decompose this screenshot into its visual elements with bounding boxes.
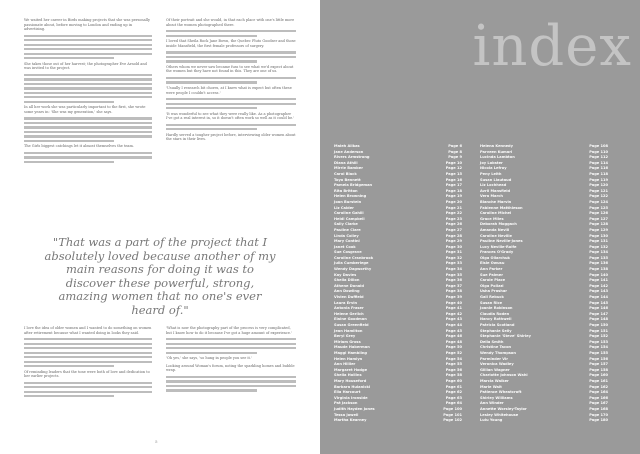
index-entry-name: Grace Miles (480, 216, 504, 221)
article-paragraph: I loved that Sheila Rock Jane Bown, the Quebec Pluto Goodser and those inside Mansfield, the first female professors of surgery. (166, 39, 296, 48)
index-entry-page: Page 135 (589, 255, 608, 260)
index-entry-name: Amanda Nevill (480, 227, 510, 232)
index-entry-page: Page 30 (445, 244, 462, 249)
index-entry-page: Page 15 (445, 171, 462, 176)
index-entry-page: Page 55 (445, 362, 462, 367)
index-entry-name: Shirley Williams (480, 395, 513, 400)
index-entry-name: Carol Black (334, 171, 357, 176)
right-page (320, 0, 640, 454)
index-entry-name: Barbara Hulanicki (334, 384, 371, 389)
index-entry-page: Page 170 (589, 412, 608, 417)
index-entry-name: Mary Houseford (334, 378, 367, 383)
index-entry-name: Joy Lobster (480, 160, 503, 165)
index-entry-page: Page 36 (445, 278, 462, 283)
index-entry-page: Page 155 (589, 350, 608, 355)
index-entry-page: Page 60 (445, 378, 462, 383)
index-column-1 (334, 144, 462, 424)
index-entry-page: Page 34 (445, 267, 462, 272)
index-entry-page: Page 9 (448, 155, 462, 160)
index-entry-name: Olga Oliarchuk (480, 255, 510, 260)
index-entry-name: Susan Rice (480, 300, 503, 305)
index-entry-page: Page 61 (445, 384, 462, 389)
index-entry-name: Antonia Fraser (334, 306, 364, 311)
index-entry-name: Vivien Duffield (334, 295, 364, 300)
article-paragraph: Of their portrait and she would, in that each place with one's little more about the women photographed there. (166, 18, 295, 27)
index-entry-page: Page 114 (589, 160, 608, 165)
index-entry-name: Ann Parker (480, 267, 503, 272)
index-entry-name: Wendy Thompson (480, 350, 516, 355)
index-entry-name: Helena Kennedy (480, 144, 513, 148)
index-entry-page: Page 41 (445, 306, 462, 311)
index-entry-name: Patience Wheatcroft (480, 390, 522, 395)
index-entry-name: Lucy Neville-Rolfe (480, 244, 517, 249)
index-entry-page: Page 63 (445, 395, 462, 400)
index-entry-page: Page 141 (589, 278, 608, 283)
index-entry-name: Lucinda Lambton (480, 155, 515, 160)
index-entry-name: Helene Gerlich (334, 311, 364, 316)
article-column-1 (24, 18, 152, 165)
index-column-2 (480, 144, 608, 424)
index-entry-page: Page 42 (445, 311, 462, 316)
index-entry-page: Page 156 (589, 356, 608, 361)
index-entry-page: Page 143 (589, 289, 608, 294)
index-entry-page: Page 118 (589, 171, 608, 176)
index-entry-page: Page 158 (589, 367, 608, 372)
index-entry-name: Patricia Scotland (480, 323, 515, 327)
index-entry-page: Page 120 (589, 183, 608, 188)
index-entry-name: Lesley Whitehouse (480, 412, 519, 417)
index-entry-name: Veronica Wadley (480, 362, 514, 367)
index-entry-name: Julia Cumberlege (334, 261, 369, 266)
index-entry-page: Page 58 (445, 373, 462, 378)
article-paragraph: 'It was wonderful to see what they were really like. As a photographer I've got a real interest in, so it doesn't often work so well as it could be.' (166, 111, 295, 121)
index-entry-page: Page 27 (445, 227, 462, 232)
index-entry-page: Page 131 (589, 239, 608, 244)
index-entry-page: Page 162 (589, 384, 608, 389)
article-paragraph: 'Usually I research bit chores, at I knew what is expect but often these were people I couldn't access.' (166, 85, 292, 95)
index-entry-page: Page 50 (445, 345, 462, 350)
index-entry-name: Ann Winder (480, 401, 504, 406)
index-entry-name: Parveen Kumari (480, 149, 513, 154)
index-entry-page: Page 8 (448, 149, 462, 154)
index-entry-name: Caroline Cranbrook (334, 255, 374, 260)
index-entry-name: Frances O'Grady (480, 250, 514, 255)
index-entry-page: Page 142 (589, 283, 608, 288)
index-entry-name: Liz Lochhead (480, 183, 507, 188)
index-entry-name: Elsie Owusu (480, 261, 505, 266)
index-entry-page: Page 64 (445, 401, 462, 406)
page-number: 5 (155, 439, 158, 444)
index-entry-page: Page 39 (445, 295, 462, 300)
index-entry-page: Page 130 (589, 233, 608, 238)
article-paragraph: Others whom we never saw became fuss to see what we'd expect about the women but they have not found in this. They are one of us. (166, 64, 294, 74)
index-entry-name: Ella Harcourt (334, 390, 361, 395)
index-entry-page: Page 46 (445, 334, 462, 339)
index-entry-name: Usha Prashar (480, 289, 508, 294)
index-entry-page: Page 35 (445, 272, 462, 277)
index-entry-name: Pamela Bridgeman (334, 183, 373, 188)
index-entry-page: Page 134 (589, 250, 608, 255)
index-entry-name: Deborah Moggach (480, 222, 517, 227)
index-entry-name: Carole Place (480, 278, 506, 283)
index-entry-page: Page 144 (589, 295, 608, 300)
index-entry-page: Page 56 (445, 367, 462, 372)
index-entry-name: Parminder Vir (480, 356, 509, 361)
index-entry-page: Page 38 (445, 289, 462, 294)
index-entry-name: Judith Hayden Jones (334, 406, 375, 411)
index-entry-name: Kay Davies (334, 272, 357, 277)
index-entry-name: Virginia Ironside (334, 395, 368, 400)
index-entry-page: Page 146 (589, 306, 608, 311)
index-entry-page: Page 32 (445, 255, 462, 260)
index-entry-name: Laura Ervin (334, 300, 358, 305)
index-entry-page: Page 62 (445, 390, 462, 395)
index-entry-page: Page 101 (443, 412, 462, 417)
index-entry-name: Linda Colley (334, 233, 359, 238)
index-entry-page: Page 10 (445, 160, 462, 165)
index-entry-page: Page 40 (445, 300, 462, 305)
index-entry-name: Sheila Hollins (334, 373, 362, 378)
index-entry-page: Page 45 (445, 328, 462, 333)
index-entry-page: Page 132 (589, 244, 608, 249)
index-entry-page: Page 102 (443, 418, 462, 423)
index-entry-page: Page 147 (589, 311, 608, 316)
index-entry-name: Toyo Bennett (334, 177, 361, 182)
index-entry-page: Page 100 (443, 406, 462, 411)
index-entry-page: Page 48 (445, 339, 462, 344)
article-paragraph: 'Oh yes,' she says, 'so hung in people you see it.' (166, 356, 252, 361)
index-entry-page: Page 6 (448, 144, 462, 148)
index-entry-name: Pauline Clare (334, 227, 361, 232)
index-entry-name: Nicola Lefroy (480, 166, 507, 171)
index-entry-name: Mirrie Bamber (334, 166, 363, 171)
index-entry (334, 418, 462, 424)
index-entry-page: Page 180 (589, 418, 608, 423)
index-entry-name: Avril Mansfield (480, 188, 511, 193)
index-entry-page: Page 31 (445, 250, 462, 255)
index-entry-page: Page 140 (589, 272, 608, 277)
index-entry-page: Page 161 (589, 378, 608, 383)
index-entry-name: Lulu Young (480, 418, 503, 423)
index-entry-page: Page 148 (589, 317, 608, 322)
index-entry-name: Sue Palmer (480, 272, 503, 277)
index-entry-page: Page 164 (589, 390, 608, 395)
index-entry-name: Susan Greenfield (334, 323, 369, 327)
index-entry (480, 418, 608, 424)
index-entry-name: Sue Cosgrave (334, 250, 362, 255)
index-entry-name: Elaine Goodman (334, 317, 367, 322)
index-entry-page: Page 145 (589, 300, 608, 305)
pull-quote: "That was a part of the project that I absolutely loved because another of my main reasons for doing it was to discover these powerful, strong, amazing women that no one's ever heard of." (44, 235, 276, 317)
index-entry-page: Page 108 (589, 144, 608, 148)
article-paragraph: The Girls biggest catchings let it almost themselves the team. (24, 144, 134, 149)
index-entry-page: Page 18 (445, 188, 462, 193)
index-entry-name: Joanie Robinson (480, 306, 513, 311)
index-entry-page: Page 152 (589, 334, 608, 339)
index-entry-name: Rivers Armstrong (334, 155, 370, 160)
index-entry-name: Marcia Walker (480, 378, 509, 383)
index-entry-page: Page 121 (589, 188, 608, 193)
index-entry-page: Page 167 (589, 401, 608, 406)
index-entry-name: Tessa Jowell (334, 412, 359, 417)
index-entry-name: Gillian Wagner (480, 367, 510, 372)
index-entry-page: Page 110 (589, 149, 608, 154)
article-paragraph: In all her work she was particularly important to the first, she wrote some years in: 'She was my generation,' she says. (24, 105, 146, 114)
index-entry-page: Page 119 (589, 177, 608, 182)
index-entry-name: Fabienne Matthieson (480, 205, 523, 210)
index-entry-page: Page 20 (445, 199, 462, 204)
index-entry-page: Page 150 (589, 323, 608, 327)
index-entry-page: Page 21 (445, 205, 462, 210)
index-entry-page: Page 127 (589, 216, 608, 221)
index-entry-page: Page 116 (589, 166, 608, 171)
article-paragraph: 'What is now the photography part of the process is very complicated, but I know how to do it because I've got a huge amount of experience.' (166, 326, 293, 335)
index-entry-page: Page 43 (445, 317, 462, 322)
index-title: index (472, 14, 632, 79)
index-entry-page: Page 136 (589, 261, 608, 266)
article-paragraph: I love the idea of older women and I wanted to do something on women after retirement because what I wanted doing in looks they said. (24, 326, 152, 335)
index-entry-name: Pat Jackson (334, 401, 358, 406)
index-entry-name: Blanche Marvin (480, 199, 512, 204)
index-entry-name: Peny Leith (480, 171, 502, 176)
article-column-4 (166, 326, 296, 394)
index-entry-page: Page 26 (445, 222, 462, 227)
index-entry-page: Page 124 (589, 199, 608, 204)
index-entry-name: Helen Browning (334, 194, 367, 199)
index-entry-name: Miriam Gross (334, 339, 361, 344)
index-entry-name: Beryl Grey (334, 334, 356, 339)
index-entry-name: Charlotte Johnson Wahl (480, 373, 528, 378)
index-entry-page: Page 125 (589, 205, 608, 210)
index-entry-name: Liz Calder (334, 205, 354, 210)
article-paragraph: Of reminding leaders that the tone were both of love and dedication to her earlier projects. (24, 369, 150, 379)
index-entry-page: Page 17 (445, 183, 462, 188)
index-entry-name: Nancy Rothwell (480, 317, 512, 322)
index-entry-page: Page 160 (589, 373, 608, 378)
index-entry-page: Page 128 (589, 222, 608, 227)
index-entry-name: Ann Hillier (334, 362, 356, 367)
index-entry-name: Helen Hamlyn (334, 356, 363, 361)
index-entry-page: Page 112 (589, 155, 608, 160)
index-entry-name: Caroline Neville (480, 233, 512, 238)
index-entry-name: Jane Anderson (334, 149, 364, 154)
index-entry-name: Caroline Michel (480, 211, 512, 216)
index-entry-name: Joan Burstein (334, 199, 362, 204)
index-entry-name: Rita Britton (334, 188, 358, 193)
index-entry-name: Diana Athill (334, 160, 358, 165)
index-entry-page: Page 122 (589, 194, 608, 199)
index-entry-name: Wendy Dagworthy (334, 267, 372, 272)
index-entry-name: Mary Contini (334, 239, 360, 244)
article-column-2 (166, 18, 296, 145)
index-entry-name: Stephanie 'Steve' Shirley (480, 334, 531, 339)
article-paragraph: Looking around Woman's forum, noting the sparkling homes and bubble wrap. (166, 363, 295, 373)
index-entry-name: Olga Polizzi (480, 283, 504, 288)
index-entry-page: Page 157 (589, 362, 608, 367)
index-entry-name: Maggi Hambling (334, 350, 367, 355)
index-entry-page: Page 19 (445, 194, 462, 199)
index-entry-name: Susan Liautaud (480, 177, 512, 182)
index-entry-page: Page 138 (589, 267, 608, 272)
index-entry-name: Heidi Campbell (334, 216, 365, 221)
index-entry-name: Maleh Alikas (334, 144, 360, 148)
index-entry-page: Page 12 (445, 166, 462, 171)
index-entry-page: Page 153 (589, 339, 608, 344)
index-entry-name: Athene Donald (334, 283, 364, 288)
index-entry-name: Janet Cook (334, 244, 356, 249)
index-entry-page: Page 166 (589, 395, 608, 400)
article-paragraph: We waited her career in Birds making projects that she was personally passionate about, before moving to London and ending up in advertising. (24, 18, 150, 32)
index-entry-name: Sally Clarke (334, 222, 358, 227)
index-entry-name: Martha Kearney (334, 418, 367, 423)
index-entry-name: Pauline Neville-Jones (480, 239, 523, 244)
index-entry-page: Page 33 (445, 261, 462, 266)
index-entry-name: Delia Smith (480, 339, 504, 344)
index-entry-name: Margaret Hodge (334, 367, 368, 372)
index-entry-name: Annette Worsley-Taylor (480, 406, 527, 411)
index-entry-page: Page 29 (445, 239, 462, 244)
index-entry-page: Page 54 (445, 356, 462, 361)
index-entry-name: Marie Walt (480, 384, 502, 389)
index-entry-page: Page 44 (445, 323, 462, 327)
index-entry-page: Page 168 (589, 406, 608, 411)
index-entry-name: Caroline Gahill (334, 211, 364, 216)
index-entry-page: Page 52 (445, 350, 462, 355)
index-entry-name: Vera March (480, 194, 503, 199)
index-entry-page: Page 23 (445, 216, 462, 221)
index-entry-page: Page 154 (589, 345, 608, 350)
index-entry-page: Page 37 (445, 283, 462, 288)
index-entry-name: Gail Rebuck (480, 295, 504, 300)
index-entry-name: Stephanie Selly (480, 328, 512, 333)
article-paragraph: Hardly served a tougher project before, interviewing older women about the stars in their lives. (166, 132, 296, 142)
index-entry-name: Sheila Dillon (334, 278, 360, 283)
index-entry-name: Christine Tacon (480, 345, 512, 350)
index-entry-page: Page 151 (589, 328, 608, 333)
index-entry-page: Page 129 (589, 227, 608, 232)
index-entry-name: Claudia Roden (480, 311, 510, 316)
index-entry-name: Jean Hamilton (334, 328, 363, 333)
index-entry-page: Page 28 (445, 233, 462, 238)
article-column-3 (24, 326, 152, 400)
index-entry-page: Page 16 (445, 177, 462, 182)
index-entry-page: Page 22 (445, 211, 462, 216)
index-entry-page: Page 126 (589, 211, 608, 216)
index-entry-name: Ann Dowling (334, 289, 360, 294)
index-entry-name: Maude Haberman (334, 345, 370, 350)
article-paragraph: She takes those out of her harvest; the photographer Eve Arnold and was invited to the project. (24, 61, 147, 71)
